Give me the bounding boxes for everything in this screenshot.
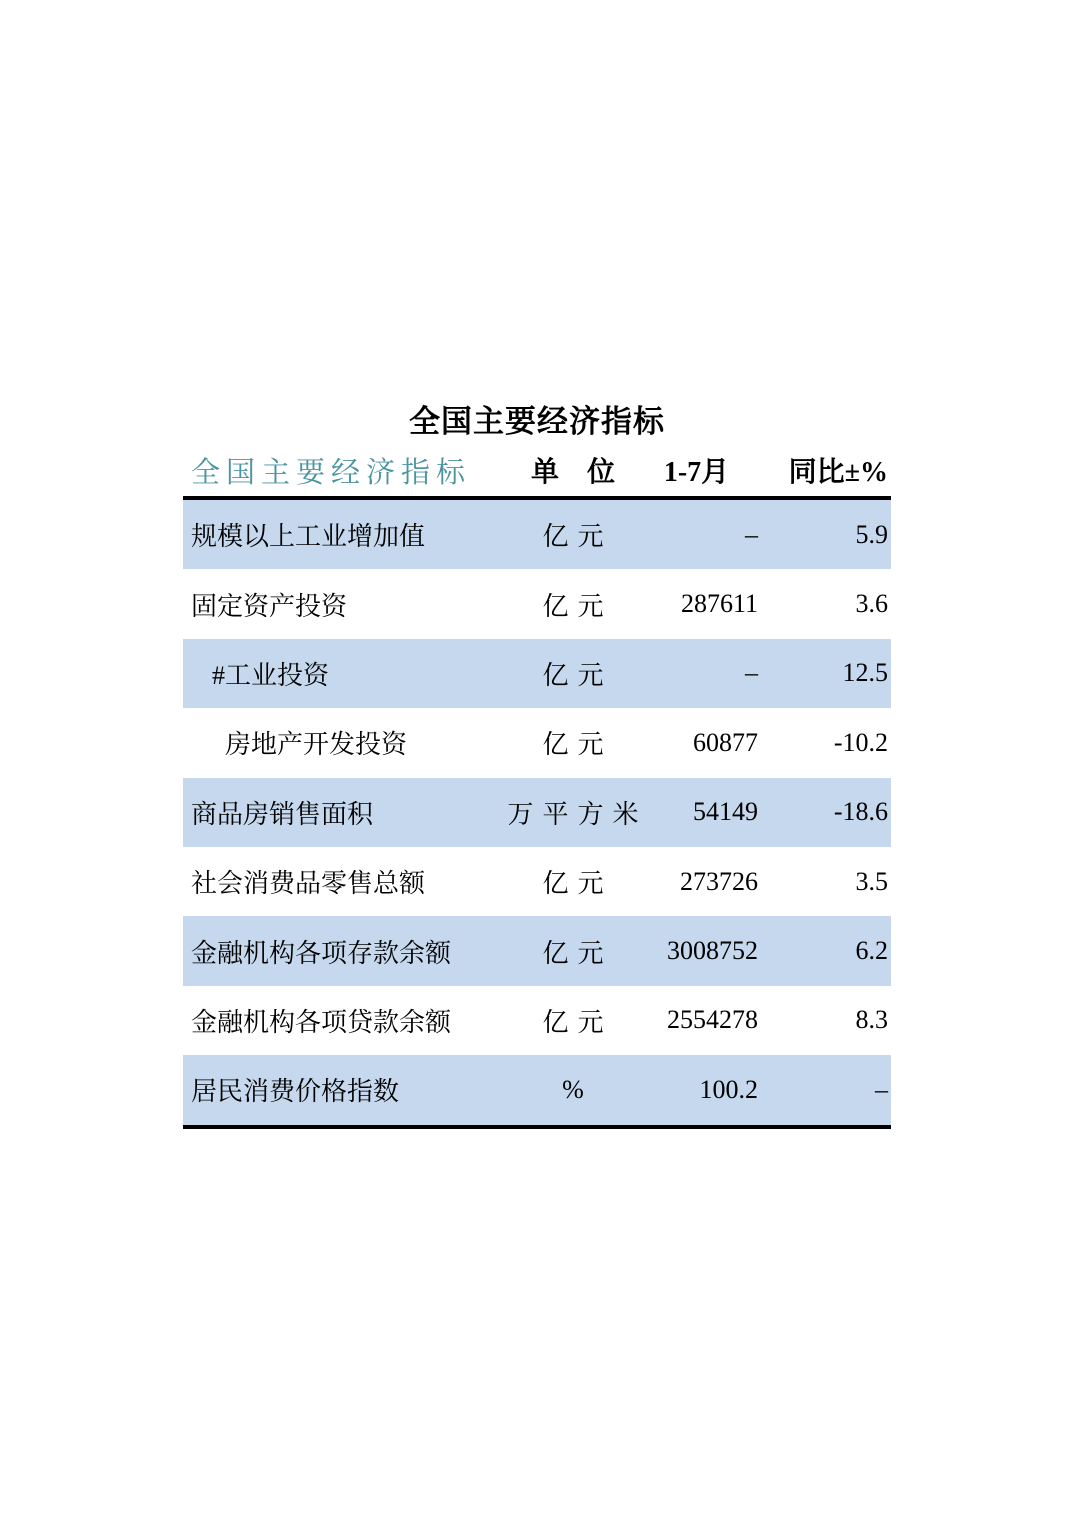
table-header-row xyxy=(183,444,891,500)
header-period: 1-7月 xyxy=(663,457,730,488)
cell-yoy: – xyxy=(875,1074,888,1104)
cell-unit: 亿元 xyxy=(542,730,613,760)
header-yoy: 同比±% xyxy=(788,457,888,488)
cell-yoy: 12.5 xyxy=(842,658,888,688)
cell-unit: 亿元 xyxy=(542,591,613,621)
table-row xyxy=(183,500,891,569)
table-row xyxy=(183,708,891,777)
economic-indicators-sheet xyxy=(183,400,891,1129)
cell-indicator: 居民消费价格指数 xyxy=(191,1077,400,1107)
cell-indicator: 房地产开发投资 xyxy=(225,730,408,760)
cell-value: – xyxy=(745,519,758,549)
table-row xyxy=(183,569,891,638)
cell-yoy: 8.3 xyxy=(855,1005,888,1035)
cell-unit: 亿元 xyxy=(542,1007,613,1037)
cell-unit: 亿元 xyxy=(542,869,613,899)
cell-unit: 亿元 xyxy=(542,660,613,690)
cell-yoy: 6.2 xyxy=(855,936,888,966)
table-row xyxy=(183,847,891,916)
header-unit: 单 位 xyxy=(530,457,615,488)
cell-yoy: -18.6 xyxy=(833,797,888,827)
table-body xyxy=(183,500,891,1129)
cell-indicator: 固定资产投资 xyxy=(191,591,348,621)
cell-unit: % xyxy=(562,1074,593,1104)
cell-yoy: -10.2 xyxy=(833,727,888,757)
table-row xyxy=(183,986,891,1055)
cell-value: 2554278 xyxy=(667,1005,758,1035)
cell-value: 60877 xyxy=(693,727,758,757)
cell-indicator: 社会消费品零售总额 xyxy=(191,869,426,899)
cell-yoy: 3.5 xyxy=(855,866,888,896)
cell-indicator: 金融机构各项贷款余额 xyxy=(191,1007,452,1037)
table-row xyxy=(183,916,891,985)
header-indicator: 全国主要经济指标 xyxy=(191,456,472,489)
cell-yoy: 5.9 xyxy=(855,519,888,549)
table-row xyxy=(183,1055,891,1124)
cell-indicator: #工业投资 xyxy=(212,660,330,690)
cell-value: – xyxy=(745,658,758,688)
cell-value: 3008752 xyxy=(667,936,758,966)
table-row xyxy=(183,639,891,708)
cell-indicator: 规模以上工业增加值 xyxy=(191,522,426,552)
table-row xyxy=(183,778,891,847)
page-title: 全国主要经济指标 xyxy=(409,404,665,440)
cell-unit: 亿元 xyxy=(542,938,613,968)
cell-value: 273726 xyxy=(680,866,758,896)
cell-indicator: 金融机构各项存款余额 xyxy=(191,938,452,968)
cell-value: 100.2 xyxy=(699,1074,758,1104)
cell-unit: 亿元 xyxy=(542,522,613,552)
cell-value: 287611 xyxy=(680,589,758,619)
cell-value: 54149 xyxy=(693,797,758,827)
cell-yoy: 3.6 xyxy=(855,589,888,619)
cell-indicator: 商品房销售面积 xyxy=(191,799,374,829)
cell-unit: 万平方米 xyxy=(507,799,648,829)
